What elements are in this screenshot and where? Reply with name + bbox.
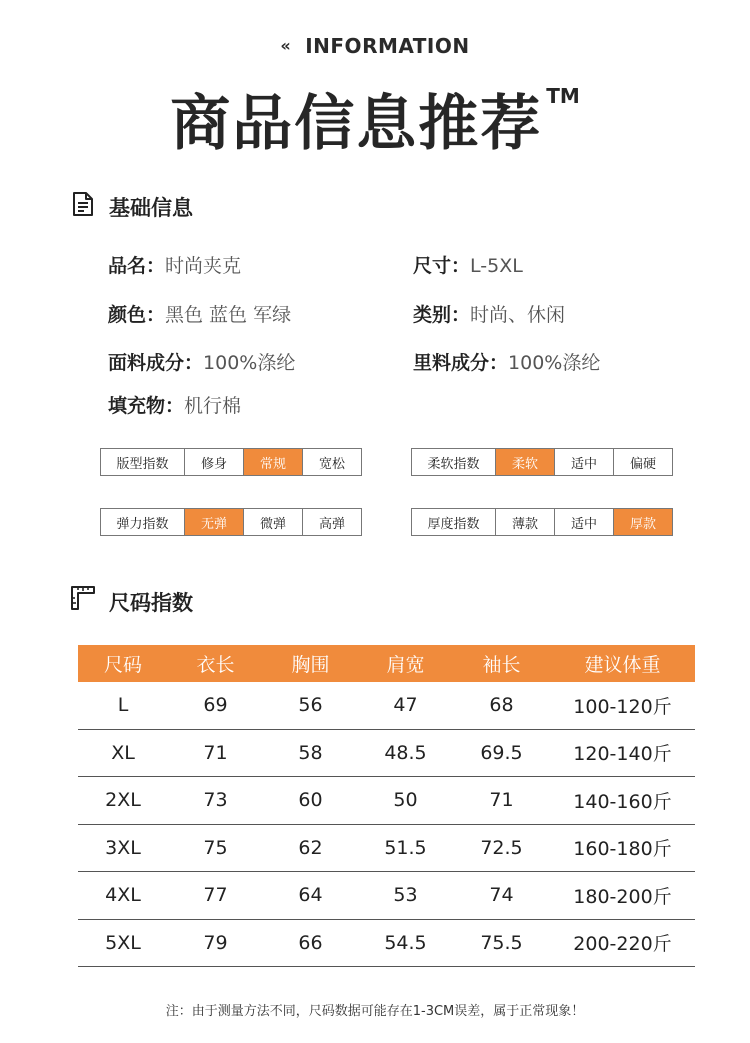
- index-option: 柔软: [495, 449, 554, 475]
- elasticity-index: [100, 508, 362, 536]
- table-cell: 69.5: [480, 741, 523, 764]
- index-option: 薄款: [495, 509, 554, 535]
- index-option: 微弹: [243, 509, 302, 535]
- table-cell: 71: [489, 789, 514, 812]
- index-option: 厚款: [613, 509, 672, 535]
- page-title-text: 商品信息推荐: [170, 89, 543, 159]
- table-cell: XL: [111, 741, 135, 764]
- info-heading: [0, 34, 750, 58]
- size-index-title: 尺码指数: [109, 591, 193, 615]
- table-cell: 54.5: [384, 931, 427, 954]
- table-cell: 79: [203, 931, 228, 954]
- field-filling: 填充物：机行棉: [108, 395, 242, 417]
- table-cell: 74: [489, 884, 514, 907]
- index-option: 适中: [554, 509, 613, 535]
- table-cell: 5XL: [105, 931, 141, 954]
- size-table: [78, 645, 695, 967]
- header-cell: 胸围: [291, 654, 330, 676]
- table-cell: 64: [298, 884, 323, 907]
- field-category: 类别：时尚、休闲: [413, 304, 566, 326]
- index-option: 宽松: [302, 449, 361, 475]
- table-cell: 75.5: [480, 931, 523, 954]
- softness-index: [411, 448, 673, 476]
- table-cell: 72.5: [480, 836, 523, 859]
- table-cell: 68: [489, 694, 514, 717]
- table-cell: L: [117, 694, 129, 717]
- info-label: INFORMATION: [305, 34, 470, 58]
- table-cell: 3XL: [105, 836, 141, 859]
- field-name: 品名：时尚夹克: [108, 255, 242, 277]
- table-cell: 53: [393, 884, 418, 907]
- table-row: [78, 825, 695, 873]
- index-label: 柔软指数: [427, 456, 480, 472]
- field-lining: 里料成分：100%涤纶: [413, 352, 601, 374]
- table-row: [78, 682, 695, 730]
- table-row: [78, 872, 695, 920]
- footnote: 注：由于测量方法不同，尺码数据可能存在1-3CM误差，属于正常现象！: [165, 1004, 585, 1019]
- table-cell: 56: [298, 694, 323, 717]
- table-row: [78, 730, 695, 778]
- table-cell: 58: [298, 741, 323, 764]
- table-cell: 4XL: [105, 884, 141, 907]
- table-cell: 160-180斤: [573, 838, 672, 861]
- table-cell: 77: [203, 884, 228, 907]
- index-option: 修身: [184, 449, 243, 475]
- table-cell: 69: [203, 694, 228, 717]
- thickness-index: [411, 508, 673, 536]
- header-cell: 肩宽: [386, 654, 425, 676]
- table-cell: 73: [203, 789, 228, 812]
- table-cell: 66: [298, 931, 323, 954]
- table-cell: 180-200斤: [573, 885, 672, 908]
- table-cell: 2XL: [105, 789, 141, 812]
- ruler-icon: [70, 585, 96, 615]
- basic-info-title: 基础信息: [109, 196, 193, 220]
- header-cell: 袖长: [482, 654, 521, 676]
- fit-index: [100, 448, 362, 476]
- field-fabric: 面料成分：100%涤纶: [108, 352, 296, 374]
- table-row: [78, 777, 695, 825]
- table-row: [78, 920, 695, 968]
- field-color: 颜色：黑色 蓝色 军绿: [108, 304, 292, 326]
- table-cell: 47: [393, 694, 418, 717]
- table-cell: 100-120斤: [573, 695, 672, 718]
- table-cell: 62: [298, 836, 323, 859]
- index-option: 无弹: [184, 509, 243, 535]
- index-label: 版型指数: [116, 456, 169, 472]
- header-cell: 衣长: [196, 654, 235, 676]
- index-label: 弹力指数: [116, 516, 169, 532]
- field-size: 尺寸：L-5XL: [413, 255, 523, 277]
- table-header: [78, 645, 695, 682]
- table-cell: 51.5: [384, 836, 427, 859]
- table-cell: 120-140斤: [573, 743, 672, 766]
- table-cell: 140-160斤: [573, 790, 672, 813]
- index-option: 适中: [554, 449, 613, 475]
- table-cell: 75: [203, 836, 228, 859]
- index-option: 高弹: [302, 509, 361, 535]
- index-label: 厚度指数: [427, 516, 480, 532]
- index-option: 偏硬: [613, 449, 672, 475]
- table-cell: 48.5: [384, 741, 427, 764]
- index-option: 常规: [243, 449, 302, 475]
- table-cell: 200-220斤: [573, 933, 672, 956]
- table-cell: 60: [298, 789, 323, 812]
- table-cell: 50: [393, 789, 418, 812]
- double-chevron-icon: «: [280, 36, 292, 55]
- trademark-mark: TM: [546, 84, 580, 108]
- header-cell: 尺码: [103, 654, 142, 676]
- header-cell: 建议体重: [584, 654, 661, 676]
- table-cell: 71: [203, 741, 228, 764]
- document-icon: [72, 191, 94, 221]
- page-title: [0, 76, 750, 162]
